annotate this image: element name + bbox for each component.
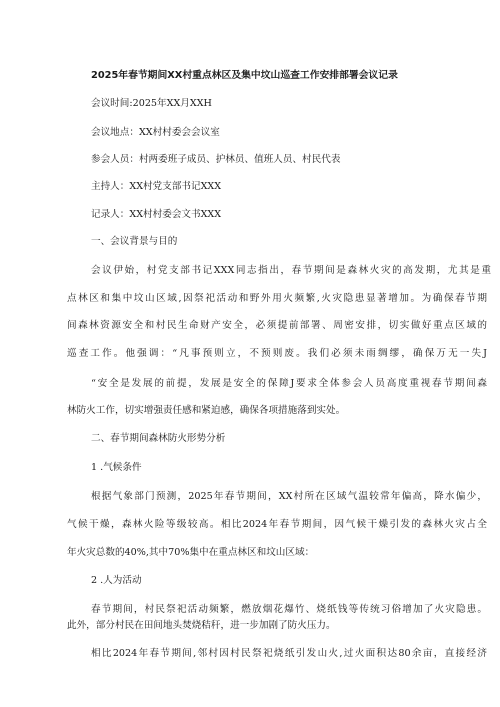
paragraph-line: 相比2024年春节期间,邻村因村民祭祀烧纸引发山火,过火面积达80余亩，直接经济 xyxy=(91,648,487,659)
recorder: 记录人：XX村村委会文书XXX xyxy=(91,209,222,220)
meeting-place: 会议地点：XX村村委会会议室 xyxy=(91,127,220,138)
paragraph-line: 间森林资源安全和村民生命财产安全，必须提前部署、周密安排，切实做好重点区域的 xyxy=(67,320,487,331)
meeting-time: 会议时间:2025年XX月XXH xyxy=(91,98,212,109)
subheading-human-activity: 2 .人为活动 xyxy=(91,575,142,586)
paragraph-line: 年火灾总数的40%,其中70%集中在重点林区和坟山区域： xyxy=(67,547,315,558)
paragraph-line: 巡查工作。他强调：“凡事预则立，不预则废。我们必须未雨绸缪，确保万无一失J xyxy=(67,348,487,359)
subheading-climate: 1 .气候条件 xyxy=(91,462,142,473)
section-heading-situation: 二、春节期间森林防火形势分析 xyxy=(91,433,226,444)
paragraph-line: 林防火工作，切实增强责任感和紧迫感，确保各项措施落到实处。 xyxy=(67,405,346,416)
document-title: 2025年春节期间XX村重点林区及集中坟山巡查工作安排部署会议记录 xyxy=(91,70,398,81)
paragraph-line: 根据气象部门预测，2025年春节期间，XX村所在区域气温较常年偏高，降水偏少， xyxy=(91,491,487,502)
section-heading-background: 一、会议背景与目的 xyxy=(91,236,178,247)
paragraph-line: “安全是发展的前提，发展是安全的保障J要求全体参会人员高度重视春节期间森 xyxy=(91,378,487,389)
paragraph-line: 点林区和集中坟山区域,因祭祀活动和野外用火频繁,火灾隐患显著增加。为确保春节期 xyxy=(67,293,487,304)
attendees: 参会人员：村两委班子成员、护林员、值班人员、村民代表 xyxy=(91,154,341,165)
host: 主持人：XX村党支部书记XXX xyxy=(91,181,222,192)
paragraph-line: 春节期间，村民祭祀活动频繁，燃放烟花爆竹、烧纸钱等传统习俗增加了火灾隐患。 xyxy=(91,604,487,615)
paragraph-line: 此外，部分村民在田间地头焚烧秸秆，进一步加剧了防火压力。 xyxy=(67,620,336,631)
paragraph-line: 会议伊始，村党支部书记XXX同志指出，春节期间是森林火灾的高发期，尤其是重 xyxy=(91,265,491,276)
paragraph-line: 气候干燥，森林火险等级较高。相比2024年春节期间，因气候干燥引发的森林火灾占全 xyxy=(67,519,487,530)
